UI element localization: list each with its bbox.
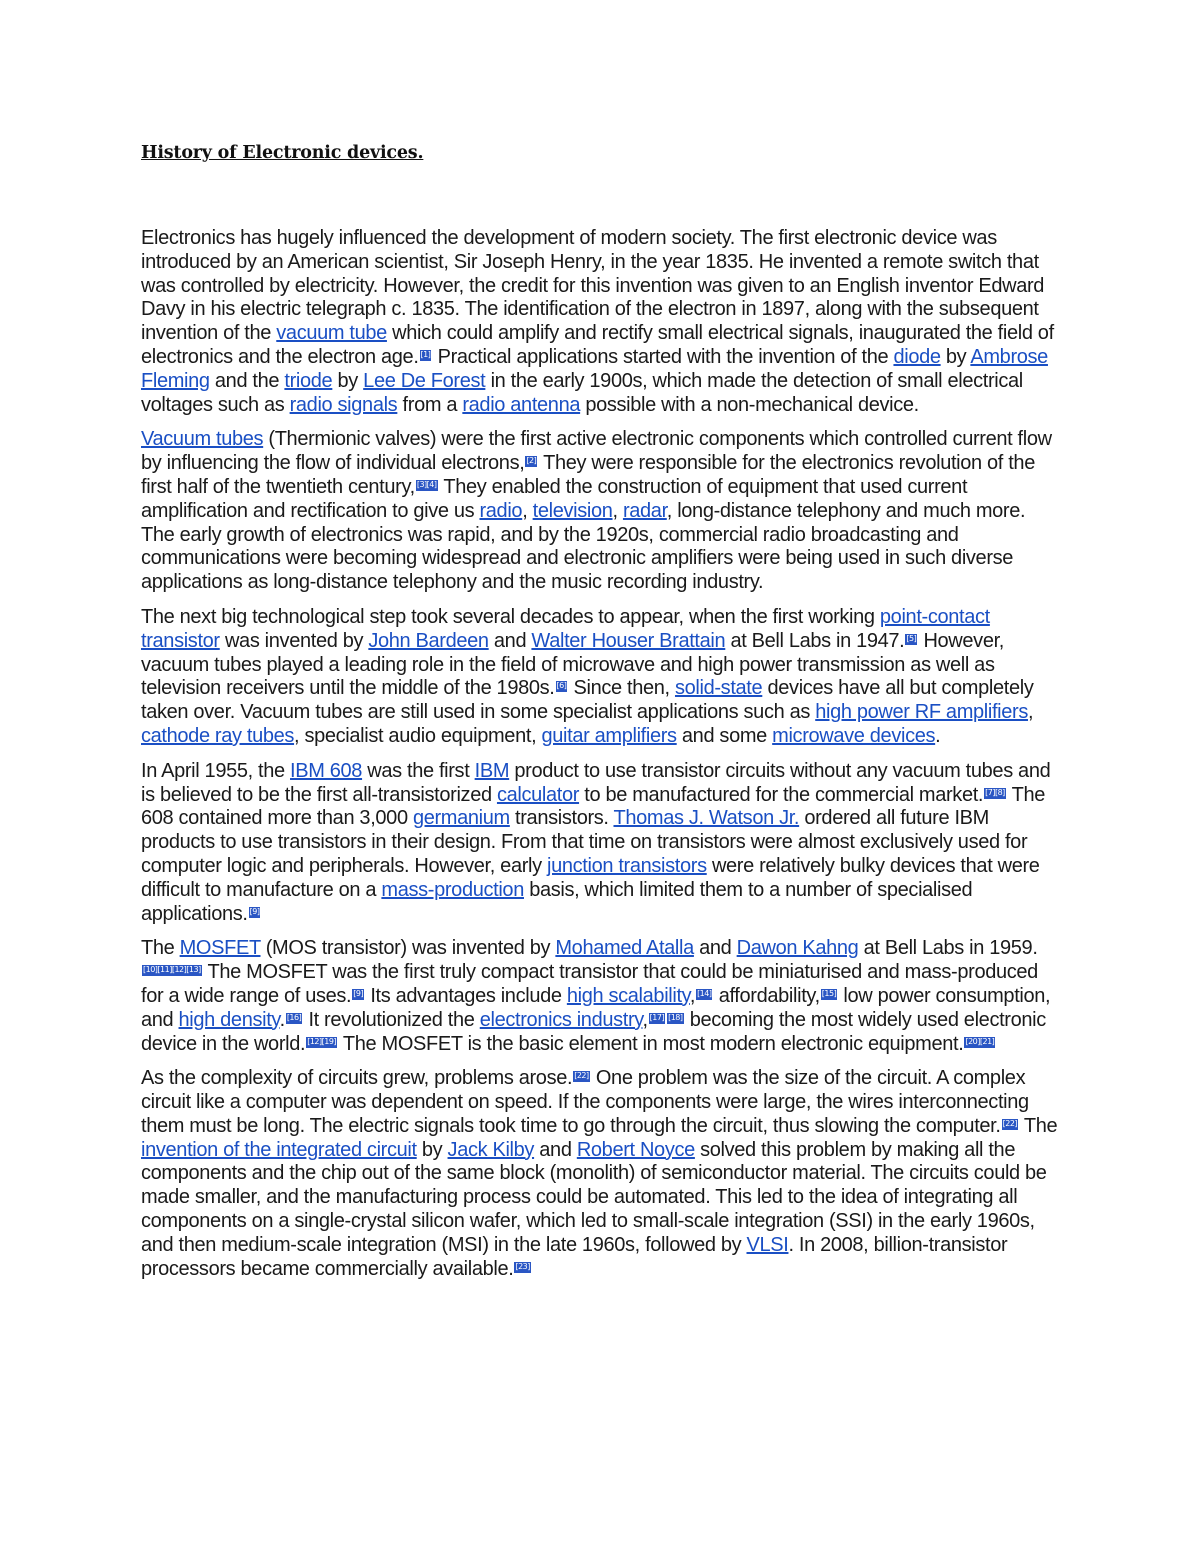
inline-link[interactable]: solid-state xyxy=(674,677,763,700)
inline-link[interactable]: IBM xyxy=(474,759,510,782)
paragraph-text: . xyxy=(279,1008,285,1031)
inline-link[interactable]: point-contact transistor xyxy=(141,605,990,652)
citation-link[interactable]: [18] xyxy=(668,1012,683,1022)
paragraph-text: by xyxy=(332,369,364,392)
citation-link[interactable]: [16] xyxy=(286,1012,302,1022)
paragraph-text: Practical applications started with the invention of the xyxy=(432,345,894,368)
paragraph-text: , specialist audio equipment, xyxy=(294,724,542,747)
inline-link[interactable]: junction transistors xyxy=(546,854,707,877)
paragraph-text: (MOS transistor) was invented by xyxy=(260,937,556,960)
paragraph-text: . xyxy=(935,724,941,747)
inline-link[interactable]: Lee De Forest xyxy=(363,369,486,392)
citation-link[interactable]: [23] xyxy=(515,1261,530,1271)
citation-link[interactable]: [3][4] xyxy=(416,479,437,489)
paragraph-text: transistors. xyxy=(509,807,614,830)
inline-link[interactable]: microwave devices xyxy=(772,724,936,747)
citation-link[interactable]: [10][11][12][13] xyxy=(143,965,201,975)
paragraph-text: and xyxy=(488,629,532,652)
inline-link[interactable]: mass-production xyxy=(381,878,524,901)
paragraph-text: The 608 contained more than 3,000 xyxy=(141,783,1046,830)
inline-link[interactable]: Mohamed Atalla xyxy=(555,937,694,960)
citation-link[interactable]: [15] xyxy=(821,988,837,998)
document-body xyxy=(141,227,1061,1292)
paragraph xyxy=(141,760,1061,927)
paragraph-text: Electronics has hugely influenced the development of modern society. The first electronic device was introduced by an American scientist, Sir Joseph Henry, in the year 1835. He invented a remote switch that was controlled by electricity. However, the credit for this invention was given to an English inventor Edward Davy in his electric telegraph c. 1835. The identification of the electron in 1897, along with the subsequent invention of the xyxy=(141,227,1045,345)
paragraph-text: They enabled the construction of equipment that used current amplification and rectification to give us xyxy=(141,475,968,522)
inline-link[interactable]: calculator xyxy=(496,783,580,806)
inline-link[interactable]: electronics industry xyxy=(479,1008,643,1031)
inline-link[interactable]: diode xyxy=(893,345,941,368)
citation-link[interactable]: [1] xyxy=(420,349,431,359)
inline-link[interactable]: IBM 608 xyxy=(290,759,363,782)
paragraph-text: at Bell Labs in 1959. xyxy=(858,937,1038,960)
paragraph-text: The next big technological step took several decades to appear, when the first working xyxy=(141,605,880,628)
inline-link[interactable]: Thomas J. Watson Jr. xyxy=(613,807,800,830)
citation-link[interactable]: [9] xyxy=(353,988,364,998)
paragraph-text: was the first xyxy=(362,759,475,782)
citation-link[interactable]: [6] xyxy=(556,681,567,691)
paragraph-text: As the complexity of circuits grew, problems arose. xyxy=(141,1067,573,1090)
paragraph xyxy=(141,606,1061,749)
inline-link[interactable]: high density xyxy=(178,1008,280,1031)
citation-link[interactable]: [22] xyxy=(1002,1118,1018,1128)
paragraph-text: to be manufactured for the commercial market. xyxy=(579,783,984,806)
citation-link[interactable]: [5] xyxy=(906,633,917,643)
inline-link[interactable]: Ambrose Fleming xyxy=(141,345,1048,392)
paragraph-text: and xyxy=(534,1138,577,1161)
paragraph xyxy=(141,1067,1061,1281)
inline-link[interactable]: invention of the integrated circuit xyxy=(141,1138,417,1161)
paragraph xyxy=(141,428,1061,595)
paragraph-text: , xyxy=(612,499,623,522)
paragraph-text: by xyxy=(416,1138,448,1161)
paragraph-text: in the early 1900s, which made the detection of small electrical voltages such as xyxy=(141,369,1023,416)
paragraph-text: , xyxy=(689,984,696,1007)
paragraph-text: Its advantages include xyxy=(365,984,567,1007)
paragraph-text: becoming the most widely used electronic device in the world. xyxy=(141,1008,1046,1055)
paragraph-text: basis, which limited them to a number of specialised applications. xyxy=(141,878,973,925)
paragraph-text: , xyxy=(642,1008,648,1031)
inline-link[interactable]: Walter Houser Brattain xyxy=(531,629,726,652)
inline-link[interactable]: high scalability xyxy=(566,984,690,1007)
citation-link[interactable]: [14] xyxy=(697,988,712,998)
paragraph-text: , xyxy=(1028,701,1034,724)
inline-link[interactable]: television xyxy=(532,499,613,522)
inline-link[interactable]: Dawon Kahng xyxy=(736,937,859,960)
inline-link[interactable]: radar xyxy=(622,499,667,522)
paragraph-text: by xyxy=(940,345,971,368)
paragraph xyxy=(141,937,1061,1056)
inline-link[interactable]: vacuum tube xyxy=(276,322,387,345)
paragraph-text: (Thermionic valves) were the first active electronic components which controlled current flow by influencing the flow of individual electrons, xyxy=(141,428,1052,475)
paragraph-text: at Bell Labs in 1947. xyxy=(725,629,905,652)
inline-link[interactable]: radio signals xyxy=(289,393,398,416)
paragraph-text: were relatively bulky devices that were difficult to manufacture on a xyxy=(141,854,1040,901)
paragraph-text: The xyxy=(141,937,180,960)
document-title: History of Electronic devices. xyxy=(141,143,424,163)
inline-link[interactable]: radio antenna xyxy=(462,393,581,416)
paragraph-text: product to use transistor circuits without any vacuum tubes and is believed to be the first all-transistorized xyxy=(141,759,1051,806)
inline-link[interactable]: radio xyxy=(479,499,523,522)
paragraph-text: affordability, xyxy=(713,984,820,1007)
citation-link[interactable]: [20][21] xyxy=(965,1036,995,1046)
paragraph-text: and some xyxy=(676,724,773,747)
paragraph-text: However, vacuum tubes played a leading role in the field of microwave and high power transmission as well as television receivers until the middle of the 1980s. xyxy=(141,629,1005,700)
paragraph-text: and xyxy=(693,937,737,960)
paragraph-text: It revolutionized the xyxy=(303,1008,480,1031)
paragraph-text: They were responsible for the electronics revolution of the first half of the twentieth century, xyxy=(141,452,1035,498)
inline-link[interactable]: MOSFET xyxy=(179,937,261,960)
inline-link[interactable]: Vacuum tubes xyxy=(141,428,264,451)
citation-link[interactable]: [17] xyxy=(649,1012,665,1022)
paragraph-text: possible with a non-mechanical device. xyxy=(580,393,919,416)
paragraph-text: ordered all future IBM products to use transistors in their design. From that time on transistors were almost exclusively used for computer logic and peripherals. However, early xyxy=(141,807,1028,877)
paragraph-text: The xyxy=(1019,1114,1058,1137)
inline-link[interactable]: Robert Noyce xyxy=(576,1138,695,1161)
paragraph-text: In April 1955, the xyxy=(141,759,291,782)
paragraph-text: . In 2008, billion-transistor processors became commercially available. xyxy=(141,1233,1008,1280)
paragraph-text: , long-distance telephony and much more. The early growth of electronics was rapid, and by the 1920s, commercial radio broadcasting and communications were becoming widespread and electronic amplifiers were being used in such diverse applications as long-distance telephony and the music recording industry. xyxy=(141,499,1026,594)
paragraph-text: devices have all but completely taken over. Vacuum tubes are still used in some specialist applications such as xyxy=(141,677,1034,724)
citation-link[interactable]: [9] xyxy=(249,906,260,916)
citation-link[interactable]: [7][8] xyxy=(985,787,1005,797)
inline-link[interactable]: VLSI xyxy=(746,1233,789,1256)
inline-link[interactable]: guitar amplifiers xyxy=(541,724,677,747)
paragraph xyxy=(141,227,1061,417)
citation-link[interactable]: [22] xyxy=(574,1071,589,1081)
paragraph-text: and the xyxy=(209,369,285,392)
paragraph-text: solved this problem by making all the components and the chip out of the same block (monolith) of semiconductor material. The circuits could be made smaller, and the manufacturing process could be automated. This led to the idea of integrating all components on a single-crystal silicon wafer, which led to small-scale integration (SSI) in the early 1960s, and then medium-scale integration (MSI) in the late 1960s, followed by xyxy=(141,1138,1047,1256)
inline-link[interactable]: high power RF amplifiers xyxy=(815,701,1029,724)
paragraph-text: One problem was the size of the circuit. A complex circuit like a computer was dependent on speed. If the components were large, the wires interconnecting them must be long. The electric signals took time to go through the circuit, thus slowing the computer. xyxy=(141,1067,1029,1137)
citation-link[interactable]: [2] xyxy=(526,456,537,466)
inline-link[interactable]: cathode ray tubes xyxy=(141,724,295,747)
inline-link[interactable]: John Bardeen xyxy=(368,629,489,652)
paragraph-text: The MOSFET was the first truly compact transistor that could be miniaturised and mass-produced for a wide range of uses. xyxy=(141,961,1038,1007)
paragraph-text: which could amplify and rectify small electrical signals, inaugurated the field of electronics and the electron age. xyxy=(141,322,1054,368)
inline-link[interactable]: triode xyxy=(284,369,333,392)
citation-link[interactable]: [12][19] xyxy=(307,1036,337,1046)
paragraph-text: The MOSFET is the basic element in most modern electronic equipment. xyxy=(338,1032,964,1055)
paragraph-text: was invented by xyxy=(219,629,369,652)
paragraph-text: from a xyxy=(397,393,463,416)
inline-link[interactable]: Jack Kilby xyxy=(447,1138,535,1161)
paragraph-text: , xyxy=(522,499,533,522)
inline-link[interactable]: germanium xyxy=(412,807,510,830)
paragraph-text: Since then, xyxy=(568,677,675,700)
paragraph-text: low power consumption, and xyxy=(141,984,1051,1031)
